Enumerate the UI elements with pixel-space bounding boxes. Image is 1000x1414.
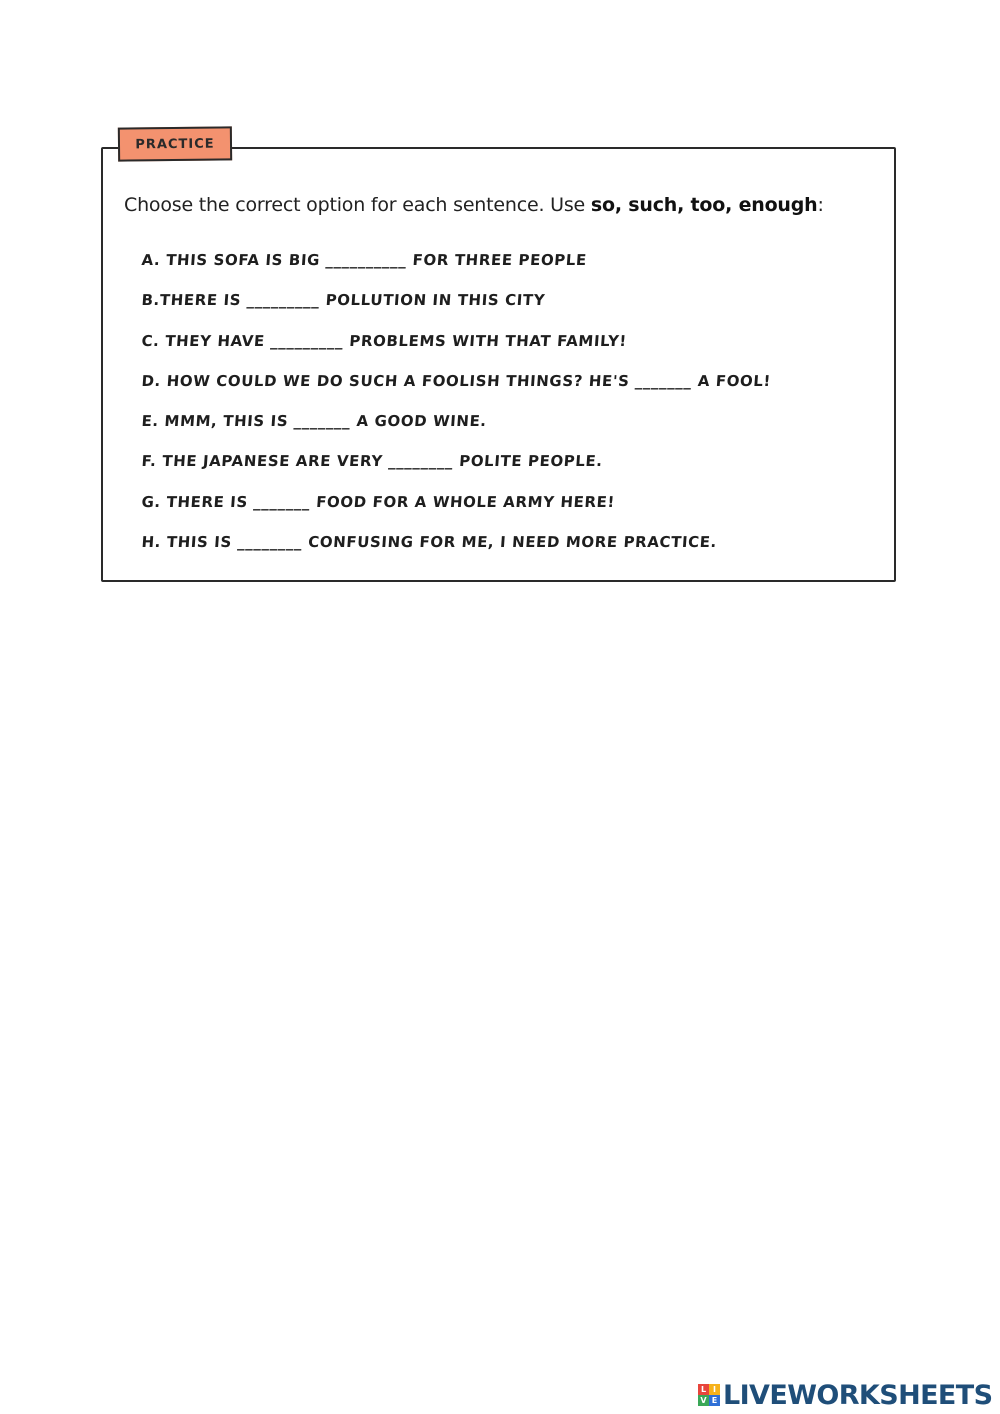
liveworksheets-brand[interactable] (698, 1378, 992, 1412)
exercise-item-e: E. MMM, THIS IS _______ A GOOD WINE. (140, 412, 488, 431)
liveworksheets-logo-icon (698, 1384, 720, 1406)
exercise-item-c: C. THEY HAVE _________ PROBLEMS WITH THAT FAMILY! (140, 331, 628, 350)
exercise-item-f: F. THE JAPANESE ARE VERY ________ POLITE PEOPLE. (140, 452, 604, 471)
logo-cell-l: L (698, 1384, 709, 1395)
exercise-item-g: G. THERE IS _______ FOOD FOR A WHOLE ARMY HERE! (140, 492, 616, 511)
logo-cell-v: V (698, 1395, 709, 1406)
exercise-item-b: B.THERE IS _________ POLLUTION IN THIS CITY (140, 291, 546, 310)
exercise-item-h: H. THIS IS ________ CONFUSING FOR ME, I NEED MORE PRACTICE. (140, 533, 718, 552)
instructions-suffix: : (817, 194, 824, 216)
instructions (124, 194, 884, 216)
instructions-prefix: Choose the correct option for each sentence. Use (124, 194, 591, 216)
exercise-item-a: A. THIS SOFA IS BIG __________ FOR THREE PEOPLE (140, 251, 588, 269)
logo-cell-e: E (709, 1395, 720, 1406)
brand-name: LIVEWORKSHEETS (723, 1379, 993, 1411)
logo-cell-i: I (709, 1384, 720, 1395)
exercise-list (141, 248, 770, 570)
exercise-item-d: D. HOW COULD WE DO SUCH A FOOLISH THINGS? HE'S _______ A FOOL! (140, 371, 772, 390)
practice-tab: PRACTICE (118, 126, 232, 161)
instructions-options: so, such, too, enough (590, 194, 818, 216)
